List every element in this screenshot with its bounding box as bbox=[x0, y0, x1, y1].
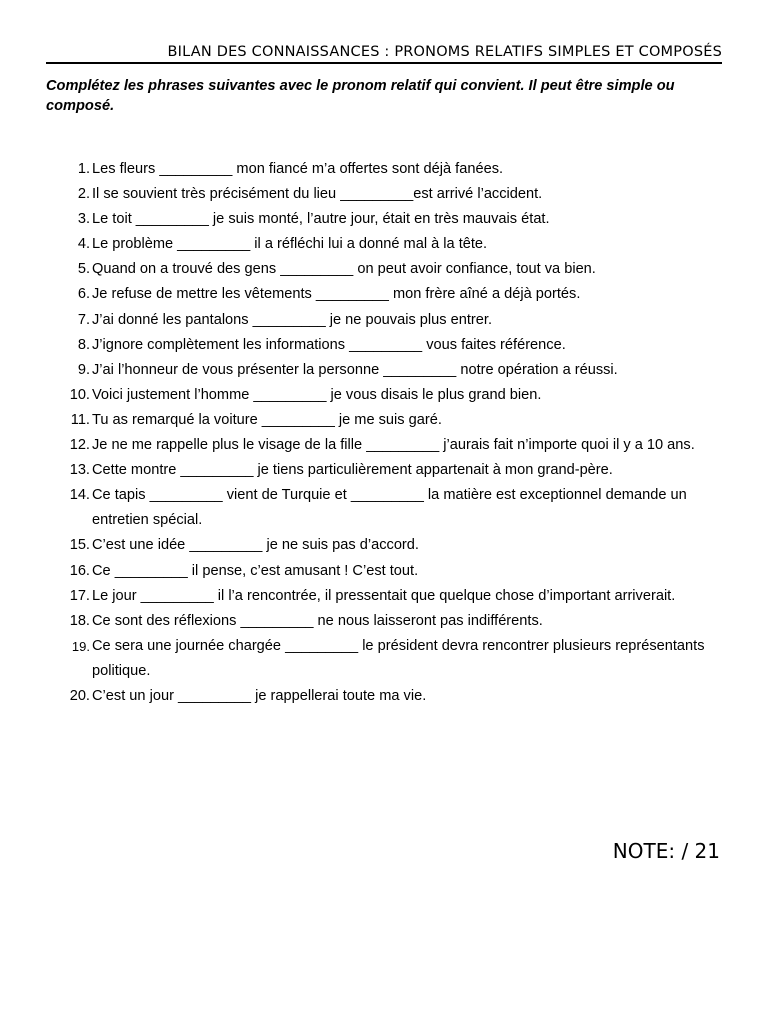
item-number: 10. bbox=[69, 386, 90, 403]
exercise-list bbox=[0, 157, 768, 709]
header-title: BILAN DES CONNAISSANCES : PRONOMS RELATIFS SIMPLES ET COMPOSÉS bbox=[167, 44, 722, 60]
list-item bbox=[0, 458, 768, 483]
item-text: Ce tapis _________ vient de Turquie et _________ la matière est exceptionnel demande un entretien spécial. bbox=[92, 487, 687, 529]
list-item bbox=[0, 408, 768, 433]
item-number: 9. bbox=[77, 361, 90, 378]
item-number: 3. bbox=[77, 211, 90, 228]
item-text: Les fleurs _________ mon fiancé m’a offertes sont déjà fanées. bbox=[92, 161, 504, 177]
item-number: 15. bbox=[69, 537, 90, 554]
item-number: 13. bbox=[69, 462, 90, 479]
item-text: Tu as remarqué la voiture _________ je me suis garé. bbox=[92, 411, 442, 428]
score-note: NOTE: / 21 bbox=[612, 839, 720, 863]
item-text: J’ignore complètement les informations _________ vous faites référence. bbox=[92, 336, 566, 353]
item-number: 18. bbox=[69, 612, 90, 629]
item-number: 16. bbox=[69, 562, 90, 579]
item-number: 5. bbox=[77, 261, 90, 278]
item-number: 11. bbox=[70, 411, 90, 428]
item-number: 7. bbox=[77, 311, 90, 328]
item-number: 2. bbox=[77, 186, 90, 203]
item-text: Voici justement l’homme _________ je vous disais le plus grand bien. bbox=[92, 386, 542, 403]
list-item bbox=[0, 684, 768, 709]
list-item bbox=[0, 333, 768, 358]
item-text: J’ai l’honneur de vous présenter la personne _________ notre opération a réussi. bbox=[92, 361, 618, 378]
list-item bbox=[0, 559, 768, 584]
item-text: Le toit _________ je suis monté, l’autre jour, était en très mauvais état. bbox=[92, 211, 550, 228]
item-text: J’ai donné les pantalons _________ je ne pouvais plus entrer. bbox=[92, 311, 493, 328]
item-text: Je refuse de mettre les vêtements _________ mon frère aîné a déjà portés. bbox=[92, 286, 581, 303]
list-item bbox=[0, 257, 768, 282]
instructions: Complétez les phrases suivantes avec le pronom relatif qui convient. Il peut être simple ou composé. bbox=[46, 78, 675, 114]
list-item bbox=[0, 358, 768, 383]
item-number: 6. bbox=[77, 286, 90, 303]
page-header bbox=[46, 42, 722, 64]
item-text: Ce _________ il pense, c’est amusant ! C’est tout. bbox=[92, 562, 419, 579]
item-text: Quand on a trouvé des gens _________ on peut avoir confiance, tout va bien. bbox=[92, 261, 596, 278]
list-item bbox=[0, 533, 768, 558]
list-item bbox=[0, 207, 768, 232]
item-text: Il se souvient très précisément du lieu _________est arrivé l’accident. bbox=[92, 186, 543, 203]
item-number: 8. bbox=[77, 336, 90, 353]
list-item bbox=[0, 609, 768, 634]
list-item bbox=[0, 483, 768, 533]
item-number: 19. bbox=[71, 638, 90, 654]
item-number: 17. bbox=[69, 587, 90, 604]
item-number: 12. bbox=[69, 437, 90, 454]
item-text: Ce sera une journée chargée _________ le président devra rencontrer plusieurs représentants politique. bbox=[92, 637, 705, 679]
item-text: Ce sont des réflexions _________ ne nous laisseront pas indifférents. bbox=[92, 612, 543, 629]
list-item bbox=[0, 157, 768, 182]
list-item bbox=[0, 308, 768, 333]
list-item bbox=[0, 232, 768, 257]
item-text: Le problème _________ il a réfléchi lui a donné mal à la tête. bbox=[92, 236, 488, 253]
item-number: 1. bbox=[77, 161, 90, 177]
list-item bbox=[0, 383, 768, 408]
list-item bbox=[0, 182, 768, 207]
item-number: 14. bbox=[69, 487, 90, 504]
list-item bbox=[0, 282, 768, 307]
item-text: Je ne me rappelle plus le visage de la fille _________ j’aurais fait n’importe quoi il y a 10 ans. bbox=[92, 437, 695, 454]
list-item bbox=[0, 634, 768, 684]
list-item bbox=[0, 584, 768, 609]
item-number: 20. bbox=[69, 687, 90, 704]
item-text: Cette montre _________ je tiens particulièrement appartenait à mon grand-père. bbox=[92, 462, 613, 479]
item-text: C’est un jour _________ je rappellerai toute ma vie. bbox=[92, 687, 427, 704]
item-number: 4. bbox=[77, 236, 90, 253]
list-item bbox=[0, 433, 768, 458]
item-text: Le jour _________ il l’a rencontrée, il pressentait que quelque chose d’important arriverait. bbox=[92, 587, 676, 604]
item-text: C’est une idée _________ je ne suis pas d’accord. bbox=[92, 537, 419, 554]
